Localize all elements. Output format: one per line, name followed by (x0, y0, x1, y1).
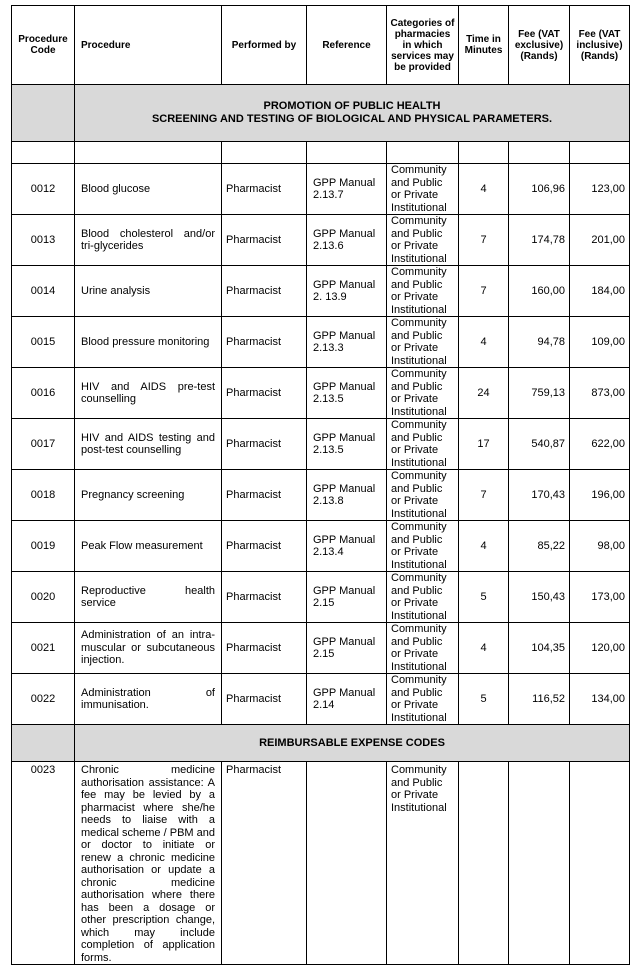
cell-code: 0013 (12, 215, 75, 266)
cell-time: 7 (459, 215, 509, 266)
cell-code: 0012 (12, 164, 75, 215)
cell-fee-excl: 116,52 (509, 674, 570, 725)
cell-procedure: Blood glucose (75, 164, 222, 215)
cell-performed-by: Pharmacist (222, 368, 307, 419)
cell-code: 0018 (12, 470, 75, 521)
table-row-0023 (12, 762, 630, 965)
header-performed-by: Performed by (222, 6, 307, 85)
table-row (12, 368, 630, 419)
cell-fee-excl: 174,78 (509, 215, 570, 266)
cell-fee-incl: 196,00 (570, 470, 630, 521)
cell-time: 17 (459, 419, 509, 470)
cell-reference: GPP Manual 2.13.5 (307, 419, 387, 470)
cell-fee-incl (570, 762, 630, 965)
cell-time: 4 (459, 317, 509, 368)
cell-code: 0020 (12, 572, 75, 623)
cell-reference: GPP Manual 2.13.3 (307, 317, 387, 368)
cell-categories: Community and Public or Private Institutional (387, 572, 459, 623)
cell-time: 24 (459, 368, 509, 419)
cell-time: 4 (459, 623, 509, 674)
cell-procedure: HIV and AIDS testing and post-test counselling (75, 419, 222, 470)
section-title-cell (75, 725, 630, 762)
cell-categories: Community and Public or Private Institutional (387, 623, 459, 674)
cell-performed-by: Pharmacist (222, 317, 307, 368)
cell-fee-excl: 759,13 (509, 368, 570, 419)
header-reference: Reference (307, 6, 387, 85)
header-time: Time in Minutes (459, 6, 509, 85)
cell-performed-by: Pharmacist (222, 266, 307, 317)
cell-fee-excl: 85,22 (509, 521, 570, 572)
cell-categories: Community and Public or Private Institutional (387, 164, 459, 215)
header-procedure: Procedure (75, 6, 222, 85)
table-row (12, 266, 630, 317)
spacer-row (12, 142, 630, 164)
table-row (12, 674, 630, 725)
cell-performed-by: Pharmacist (222, 164, 307, 215)
cell-code: 0022 (12, 674, 75, 725)
cell-fee-incl: 173,00 (570, 572, 630, 623)
cell-procedure: HIV and AIDS pre-test counselling (75, 368, 222, 419)
cell-reference: GPP Manual 2.13.6 (307, 215, 387, 266)
cell-reference: GPP Manual 2.13.5 (307, 368, 387, 419)
cell-fee-excl: 94,78 (509, 317, 570, 368)
cell-fee-incl: 123,00 (570, 164, 630, 215)
cell-fee-excl: 150,43 (509, 572, 570, 623)
cell-code: 0023 (12, 762, 75, 965)
cell-categories: Community and Public or Private Institutional (387, 317, 459, 368)
cell-categories: Community and Public or Private Institutional (387, 521, 459, 572)
section-shade-cell (12, 725, 75, 762)
fee-schedule-page (11, 5, 630, 965)
table-row (12, 215, 630, 266)
cell-code: 0014 (12, 266, 75, 317)
cell-reference: GPP Manual 2. 13.9 (307, 266, 387, 317)
cell-time: 5 (459, 572, 509, 623)
cell-procedure: Urine analysis (75, 266, 222, 317)
cell-time: 5 (459, 674, 509, 725)
cell-procedure: Administration of an intra-muscular or subcutaneous injection. (75, 623, 222, 674)
cell-fee-excl: 160,00 (509, 266, 570, 317)
cell-fee-excl: 170,43 (509, 470, 570, 521)
cell-categories: Community and Public or Private Institutional (387, 419, 459, 470)
cell-code: 0015 (12, 317, 75, 368)
table-row (12, 317, 630, 368)
cell-categories: Community and Public or Private Institutional (387, 762, 459, 965)
cell-fee-excl: 106,96 (509, 164, 570, 215)
cell-procedure: Blood pressure monitoring (75, 317, 222, 368)
cell-categories: Community and Public or Private Institutional (387, 266, 459, 317)
cell-fee-excl (509, 762, 570, 965)
cell-time: 4 (459, 164, 509, 215)
table-row (12, 419, 630, 470)
cell-performed-by: Pharmacist (222, 572, 307, 623)
cell-time: 7 (459, 470, 509, 521)
cell-fee-excl: 104,35 (509, 623, 570, 674)
table-row (12, 521, 630, 572)
cell-reference: GPP Manual 2.13.8 (307, 470, 387, 521)
cell-fee-incl: 622,00 (570, 419, 630, 470)
cell-code: 0021 (12, 623, 75, 674)
cell-procedure: Reproductive health service (75, 572, 222, 623)
cell-reference: GPP Manual 2.15 (307, 572, 387, 623)
procedure-fee-table (11, 5, 630, 965)
cell-categories: Community and Public or Private Institutional (387, 674, 459, 725)
table-header-row (12, 6, 630, 85)
cell-code: 0017 (12, 419, 75, 470)
cell-performed-by: Pharmacist (222, 762, 307, 965)
section-title-line2: SCREENING AND TESTING OF BIOLOGICAL AND PHYSICAL PARAMETERS. (151, 113, 553, 125)
cell-reference: GPP Manual 2.13.4 (307, 521, 387, 572)
cell-procedure: Chronic medicine authorisation assistance: A fee may be levied by a pharmacist where she/he needs to liaise with a medical scheme / PBM and or doctor to initiate or renew a chronic medicine authorisation or update a chronic medicine authorisation where there has been a dosage or other prescription change, which may include completion of application forms. (75, 762, 222, 965)
table-row (12, 623, 630, 674)
cell-reference: GPP Manual 2.15 (307, 623, 387, 674)
cell-performed-by: Pharmacist (222, 215, 307, 266)
cell-procedure: Peak Flow measurement (75, 521, 222, 572)
header-procedure-code: Procedure Code (12, 6, 75, 85)
cell-fee-incl: 184,00 (570, 266, 630, 317)
cell-code: 0019 (12, 521, 75, 572)
cell-fee-incl: 98,00 (570, 521, 630, 572)
cell-performed-by: Pharmacist (222, 623, 307, 674)
cell-procedure: Administration of immunisation. (75, 674, 222, 725)
cell-performed-by: Pharmacist (222, 419, 307, 470)
cell-fee-incl: 109,00 (570, 317, 630, 368)
cell-reference: GPP Manual 2.14 (307, 674, 387, 725)
table-row (12, 164, 630, 215)
cell-categories: Community and Public or Private Institutional (387, 470, 459, 521)
cell-procedure: Blood cholesterol and/or tri-glycerides (75, 215, 222, 266)
cell-fee-incl: 134,00 (570, 674, 630, 725)
cell-fee-incl: 873,00 (570, 368, 630, 419)
section2-title: REIMBURSABLE EXPENSE CODES (259, 736, 445, 749)
cell-performed-by: Pharmacist (222, 470, 307, 521)
cell-time (459, 762, 509, 965)
table-row (12, 572, 630, 623)
section-row-public-health (12, 85, 630, 142)
cell-fee-incl: 120,00 (570, 623, 630, 674)
cell-code: 0016 (12, 368, 75, 419)
section-row-reimbursable (12, 725, 630, 762)
section-shade-cell (12, 85, 75, 142)
cell-time: 7 (459, 266, 509, 317)
cell-procedure: Pregnancy screening (75, 470, 222, 521)
cell-reference: GPP Manual 2.13.7 (307, 164, 387, 215)
cell-performed-by: Pharmacist (222, 521, 307, 572)
cell-categories: Community and Public or Private Institutional (387, 215, 459, 266)
cell-categories: Community and Public or Private Institutional (387, 368, 459, 419)
cell-reference (307, 762, 387, 965)
header-fee-incl: Fee (VAT inclusive) (Rands) (570, 6, 630, 85)
cell-fee-incl: 201,00 (570, 215, 630, 266)
cell-performed-by: Pharmacist (222, 674, 307, 725)
section-title-cell (75, 85, 630, 142)
cell-time: 4 (459, 521, 509, 572)
cell-fee-excl: 540,87 (509, 419, 570, 470)
header-categories: Categories of pharmacies in which services may be provided (387, 6, 459, 85)
section-title-line1: PROMOTION OF PUBLIC HEALTH (263, 100, 441, 112)
header-fee-excl: Fee (VAT exclusive) (Rands) (509, 6, 570, 85)
table-row (12, 470, 630, 521)
